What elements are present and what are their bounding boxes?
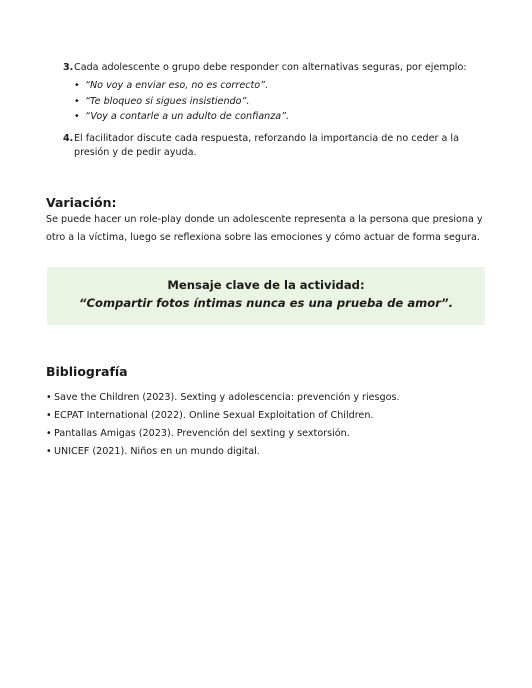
example-response	[74, 79, 493, 93]
key-message-title: Mensaje clave de la actividad:	[167, 278, 365, 292]
step-3	[63, 61, 493, 124]
bullet-icon: •	[46, 392, 52, 403]
example-response	[74, 110, 493, 124]
bibliography-item	[46, 407, 496, 425]
bullet-icon: •	[46, 446, 52, 457]
bullet-icon: •	[74, 111, 80, 122]
bibliography-heading: Bibliografía	[46, 364, 128, 379]
step-number: 4.	[63, 133, 74, 144]
bibliography-item	[46, 425, 496, 443]
bibliography-item-text: ECPAT International (2022). Online Sexual Exploitation of Children.	[54, 410, 374, 421]
bullet-icon: •	[74, 95, 80, 107]
example-response-text: “Voy a contarle a un adulto de confianza”.	[85, 111, 290, 122]
bibliography-item-text: UNICEF (2021). Niños en un mundo digital.	[54, 446, 260, 457]
bibliography-item-text: Save the Children (2023). Sexting y adolescencia: prevención y riesgos.	[54, 392, 400, 403]
bullet-icon: •	[74, 80, 80, 91]
bibliography-item-text: Pantallas Amigas (2023). Prevención del sexting y sextorsión.	[54, 428, 350, 439]
step-text: El facilitador discute cada respuesta, reforzando la importancia de no ceder a la presión y de pedir ayuda.	[74, 133, 459, 158]
bibliography-list	[46, 389, 496, 461]
step-text: Cada adolescente o grupo debe responder con alternativas seguras, por ejemplo:	[74, 62, 467, 73]
example-response-text: “No voy a enviar eso, no es correcto”.	[85, 80, 269, 91]
step-4	[63, 132, 493, 160]
activity-steps	[63, 61, 493, 160]
example-responses	[74, 79, 493, 124]
example-response-text: “Te bloqueo si sigues insistiendo”.	[85, 95, 250, 107]
variation-text: Se puede hacer un role-play donde un adolescente representa a la persona que presiona y otro a la víctima, luego se reflexiona sobre las emociones y cómo actuar de forma segura.	[46, 214, 483, 243]
key-message-box	[47, 267, 485, 325]
bullet-icon: •	[46, 410, 52, 421]
variation-heading: Variación:	[46, 195, 117, 210]
bullet-icon: •	[46, 428, 52, 439]
step-number: 3.	[63, 62, 74, 73]
bibliography-item	[46, 389, 496, 407]
bibliography-item	[46, 443, 496, 461]
key-message-quote: “Compartir fotos íntimas nunca es una prueba de amor”.	[79, 296, 453, 310]
example-response	[74, 95, 493, 109]
